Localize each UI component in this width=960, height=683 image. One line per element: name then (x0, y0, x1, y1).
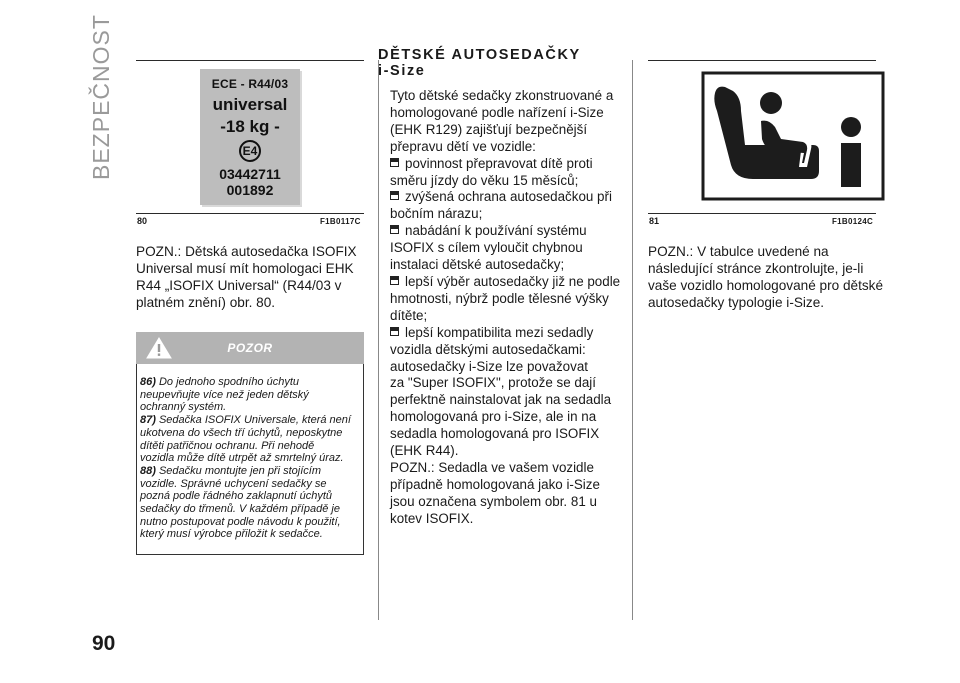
right-note-line: následující stránce zkontrolujte, je-li (648, 261, 864, 276)
left-note-line: R44 „ISOFIX Universal“ (R44/03 v (136, 278, 342, 293)
figure-80-code: F1B0117C (320, 217, 361, 226)
warning-line: Sedačku montujte jen při stojícím (158, 464, 321, 477)
bullet-item (390, 325, 630, 342)
warning-header (136, 332, 364, 364)
heading-line: i-Size (378, 63, 426, 79)
warning-line: nutno postupovat podle návodu k použití, (140, 515, 341, 528)
right-column-top-rule (648, 60, 876, 61)
middle-column-text (390, 88, 630, 528)
figure-80-number: 80 (137, 216, 148, 226)
right-note-line: vaše vozidlo homologované pro dětské (648, 278, 884, 293)
warning-text (140, 376, 362, 541)
column-divider-right (632, 60, 633, 620)
warning-line: dítěti patřičnou ochranu. Při nehodě (140, 439, 315, 452)
bullet-line: nabádání k používání systému (405, 223, 587, 239)
warning-line: Sedačka ISOFIX Universale, která není (158, 414, 351, 427)
bullet-item (390, 156, 630, 173)
warning-item-88 (140, 465, 362, 541)
bullet-icon (390, 158, 399, 167)
warning-line: vozidle. Správné uchycení sedačky se (140, 477, 327, 490)
left-note-line: Universal musí mít homologaci EHK (136, 261, 354, 276)
child-seat-isize-icon (701, 71, 885, 201)
page-number: 90 (92, 632, 116, 655)
bullet-icon (390, 276, 399, 285)
label-weight: -18 kg - (220, 117, 280, 136)
bullet-line: (EHK R44). (390, 443, 459, 459)
bullet-line: sedadla homologovaná pro ISOFIX (390, 426, 600, 442)
label-universal: universal (212, 95, 288, 114)
intro-line: homologované podle nařízení i-Size (390, 104, 604, 120)
isofix-approval-label (200, 69, 300, 205)
bullet-item (390, 274, 630, 291)
intro-line: přepravu dětí ve vozidle: (390, 138, 536, 154)
bullet-line: povinnost přepravovat dítě proti (405, 155, 593, 171)
warning-item-86 (140, 376, 362, 414)
right-note-line: autosedačky typologie i-Size. (648, 295, 825, 310)
warning-line: ochranný systém. (140, 401, 227, 414)
column-divider-left (378, 60, 379, 620)
warning-line: pozná podle řádného zaklapnutí úchytů (140, 490, 333, 503)
note-line: kotev ISOFIX. (390, 510, 474, 526)
bullet-line: hmotnosti, nýbrž podle tělesné výšky (390, 290, 609, 306)
warning-line: který musí výrobce přiložit k sedačce. (140, 528, 323, 541)
bullet-line: autosedačky i-Size lze považovat (390, 358, 588, 374)
bullet-line: zvýšená ochrana autosedačkou při (405, 189, 612, 205)
warning-item-number: 86) (140, 376, 156, 388)
label-ece: ECE - R44/03 (211, 77, 289, 91)
label-approval-number: 03442711 (219, 166, 281, 182)
bullet-line: ISOFIX s cílem vyloučit chybnou (390, 240, 583, 256)
heading-line: DĚTSKÉ AUTOSEDAČKY (378, 47, 581, 63)
bullet-item (390, 189, 630, 206)
warning-line: Do jednoho spodního úchytu (158, 376, 300, 388)
bullet-line: homologovaná pro i-Size, ale in na (390, 409, 597, 425)
left-note-line: platném znění) obr. 80. (136, 295, 276, 310)
bullet-line: směru jízdy do věku 15 měsíců; (390, 172, 579, 188)
bullet-line: lepší kompatibilita mezi sedadly (405, 324, 594, 340)
left-note-line: POZN.: Dětská autosedačka ISOFIX (136, 244, 357, 259)
right-note-line: POZN.: V tabulce uvedené na (648, 244, 829, 259)
warning-line: sedačky do třmenů. V každém případě je (140, 503, 340, 516)
note-line: POZN.: Sedadla ve vašem vozidle (390, 459, 594, 475)
left-note-paragraph (136, 243, 366, 311)
warning-line: neupevňujte více než jeden dětský (140, 388, 309, 401)
left-figure-bottom-rule (136, 213, 364, 214)
warning-title: POZOR (227, 341, 273, 355)
right-note-paragraph (648, 243, 888, 311)
bullet-line: dítěte; (390, 307, 428, 323)
warning-item-number: 87) (140, 414, 156, 427)
warning-line: vozidla může dítě utrpět až smrtelný úraz. (140, 452, 344, 465)
bullet-icon (390, 327, 399, 336)
bullet-icon (390, 191, 399, 200)
bullet-icon (390, 225, 399, 234)
bullet-line: instalaci dětské autosedačky; (390, 257, 565, 273)
bullet-line: lepší výběr autosedačky již ne podle (405, 273, 621, 289)
section-heading (378, 47, 618, 79)
bullet-line: za "Super ISOFIX", protože se dají (390, 375, 596, 391)
figure-81-number: 81 (649, 216, 660, 226)
right-figure-bottom-rule (648, 213, 876, 214)
bullet-line: perfektně nainstalovat jak na sedadla (390, 392, 612, 408)
intro-line: (EHK R129) zajišťují bezpečnější (390, 121, 588, 137)
label-serial-number: 001892 (226, 182, 274, 198)
child-seat-isize-icon-graphic (701, 71, 885, 201)
warning-item-87 (140, 414, 362, 465)
bullet-line: bočním nárazu; (390, 206, 483, 222)
left-column-top-rule (136, 60, 364, 61)
note-line: jsou označena symbolem obr. 81 u (390, 493, 597, 509)
bullet-line: vozidla dětskými autosedačkami: (390, 341, 586, 357)
note-line: případně homologovaná jako i-Size (390, 476, 600, 492)
section-title: BEZPEČNOST (88, 14, 114, 180)
figure-81-code: F1B0124C (832, 217, 874, 226)
warning-item-number: 88) (140, 464, 156, 477)
bullet-item (390, 223, 630, 240)
intro-line: Tyto dětské sedačky zkonstruované a (390, 88, 614, 103)
warning-line: ukotvena do všech tří úchytů, neposkytne (140, 426, 343, 439)
label-e-mark: E4 (239, 140, 261, 162)
